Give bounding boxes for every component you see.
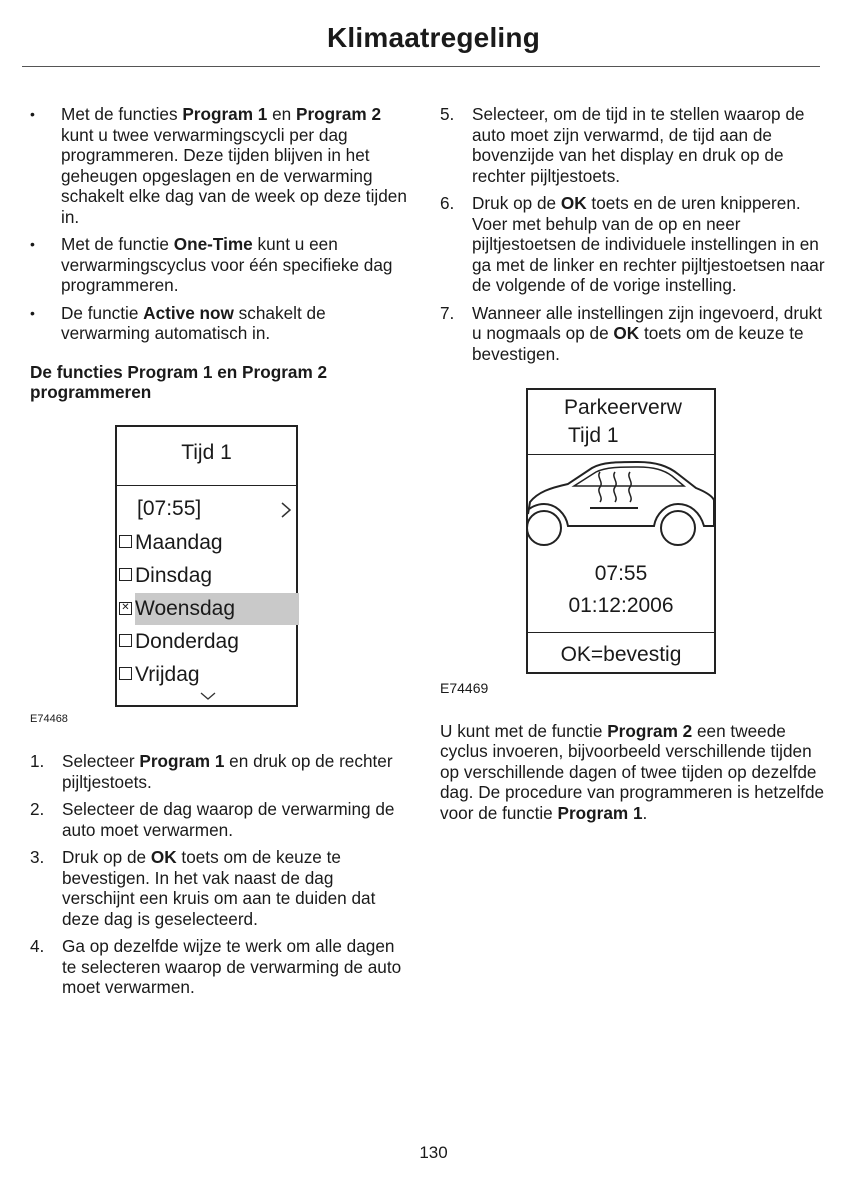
display-divider <box>117 485 296 486</box>
day-row[interactable] <box>119 527 301 559</box>
step-number: 1. <box>30 751 45 771</box>
step-item <box>30 799 410 840</box>
figure-code: E74468 <box>30 712 68 725</box>
text-run: toets en de uren knipperen. Voer met behulp van de op en neer pijltjestoetsen de individuele instellingen in en ga met de linker en rechter pijltjestoetsen naar de volgende of de vorige instelling. <box>472 193 825 295</box>
display-time-value: [07:55] <box>137 496 202 520</box>
text-run: Druk op de <box>472 193 561 213</box>
day-row[interactable] <box>119 626 301 658</box>
display-divider-top <box>528 454 714 455</box>
text-run: . <box>642 802 648 823</box>
checked-box-icon: ✕ <box>119 602 132 615</box>
bold-text: Active now <box>143 302 234 323</box>
text-run: kunt u twee verwarmingscycli per dag programmeren. Deze tijden blijven in het geheugen opgeslagen en de verwarming schakelt elke dag van de week op deze tijden in. <box>61 124 407 227</box>
bold-text: Program 2 <box>607 720 693 741</box>
section-subheading: De functies Program 1 en Program 2 programmeren <box>30 361 328 402</box>
bold-text: OK <box>150 847 177 867</box>
page-number: 130 <box>419 1143 448 1162</box>
checkbox-icon <box>119 535 132 548</box>
step-item <box>30 847 410 929</box>
checkbox-icon <box>119 634 132 647</box>
day-row[interactable] <box>119 659 301 691</box>
text-run: De functie <box>61 302 144 323</box>
figure-code: E74469 <box>440 680 489 696</box>
page-title: Klimaatregeling <box>326 22 541 53</box>
steps-list-continued <box>440 104 825 364</box>
checkbox-icon <box>119 568 132 581</box>
list-item <box>30 234 410 296</box>
chevron-down-icon <box>203 693 213 703</box>
bold-text: OK <box>613 323 640 343</box>
text-run: Met de functies <box>61 104 183 124</box>
step-item <box>30 936 410 998</box>
text-run: kunt u een verwarmingscyclus voor één specifieke dag programmeren. <box>61 234 393 295</box>
day-label: Dinsdag <box>135 563 213 587</box>
steps-list <box>30 751 410 998</box>
text-run: Selecteer <box>62 751 140 771</box>
day-label: Maandag <box>135 530 223 554</box>
text-run: en <box>267 104 297 124</box>
text-run: U kunt met de functie <box>440 720 608 741</box>
text-run: Selecteer de dag waarop de verwarming de auto moet verwarmen. <box>62 799 395 840</box>
display-confirm-label: OK=bevestig <box>560 643 682 666</box>
step-item <box>30 751 410 792</box>
bold-text: Program 2 <box>296 104 382 124</box>
display-subheading: Tijd 1 <box>568 424 619 447</box>
day-label: Vrijdag <box>135 662 200 686</box>
chevron-right-icon <box>280 499 292 526</box>
day-row[interactable] <box>119 560 301 592</box>
step-item <box>440 303 825 365</box>
bold-text: One-Time <box>173 234 253 254</box>
text-run: en druk op de rechter pijltjestoets. <box>62 751 393 792</box>
display-date-value: 01:12:2006 <box>568 594 674 617</box>
display-time-value: 07:55 <box>594 562 648 585</box>
car-heating-icon <box>528 456 714 556</box>
bullet-icon: • <box>30 106 35 122</box>
step-number: 6. <box>440 193 455 213</box>
display-heading: Parkeerverw <box>564 396 682 419</box>
text-run: Selecteer, om de tijd in te stellen waarop de auto moet zijn verwarmd, de tijd aan de bovenzijde van het display en druk op de rechter pijltjestoets. <box>472 104 805 186</box>
right-column <box>440 104 825 823</box>
text-run: Wanneer alle instellingen zijn ingevoerd, drukt u nogmaals op de <box>472 302 822 343</box>
day-label: Woensdag <box>135 596 236 620</box>
step-item <box>440 104 825 186</box>
time-1-display-figure <box>115 425 298 707</box>
step-number: 5. <box>440 104 455 124</box>
bullet-icon: • <box>30 236 35 252</box>
text-run: Druk op de <box>62 847 151 867</box>
text-run: toets om de keuze te bevestigen. In het vak naast de dag verschijnt een kruis om aan te duiden dat deze dag is geselecteerd. <box>62 847 376 929</box>
list-item <box>30 104 410 227</box>
display-title: Tijd 1 <box>181 440 232 464</box>
step-number: 4. <box>30 936 45 956</box>
text-run: Met de functie <box>61 234 174 254</box>
text-run: toets om de keuze te bevestigen. <box>472 323 804 364</box>
bullet-icon: • <box>30 304 35 321</box>
feature-bullet-list <box>30 104 410 344</box>
step-item <box>440 193 825 296</box>
day-label: Donderdag <box>135 629 239 653</box>
checkbox-icon <box>119 667 132 680</box>
bold-text: Program 1 <box>182 104 268 124</box>
step-number: 7. <box>440 302 455 323</box>
list-item <box>30 303 410 344</box>
left-column <box>30 104 410 1005</box>
display-divider-bottom <box>528 632 714 633</box>
bold-text: Program 1 <box>139 751 225 771</box>
text-run: schakelt de verwarming automatisch in. <box>61 302 326 343</box>
parking-heater-display-figure <box>526 388 716 674</box>
header-divider <box>22 66 820 67</box>
program-2-paragraph <box>440 721 825 824</box>
bold-text: Program 1 <box>557 802 643 823</box>
text-run: een tweede cyclus invoeren, bijvoorbeeld verschillende tijden op verschillende dagen of twee tijden op dezelfde dag. De procedure van programmeren is hetzelfde voor de functie <box>440 720 825 823</box>
day-row[interactable] <box>121 593 299 625</box>
step-number: 2. <box>30 799 45 819</box>
bold-text: OK <box>560 193 587 213</box>
step-number: 3. <box>30 847 45 867</box>
text-run: Ga op dezelfde wijze te werk om alle dagen te selecteren waarop de verwarming de auto moet verwarmen. <box>62 936 402 997</box>
